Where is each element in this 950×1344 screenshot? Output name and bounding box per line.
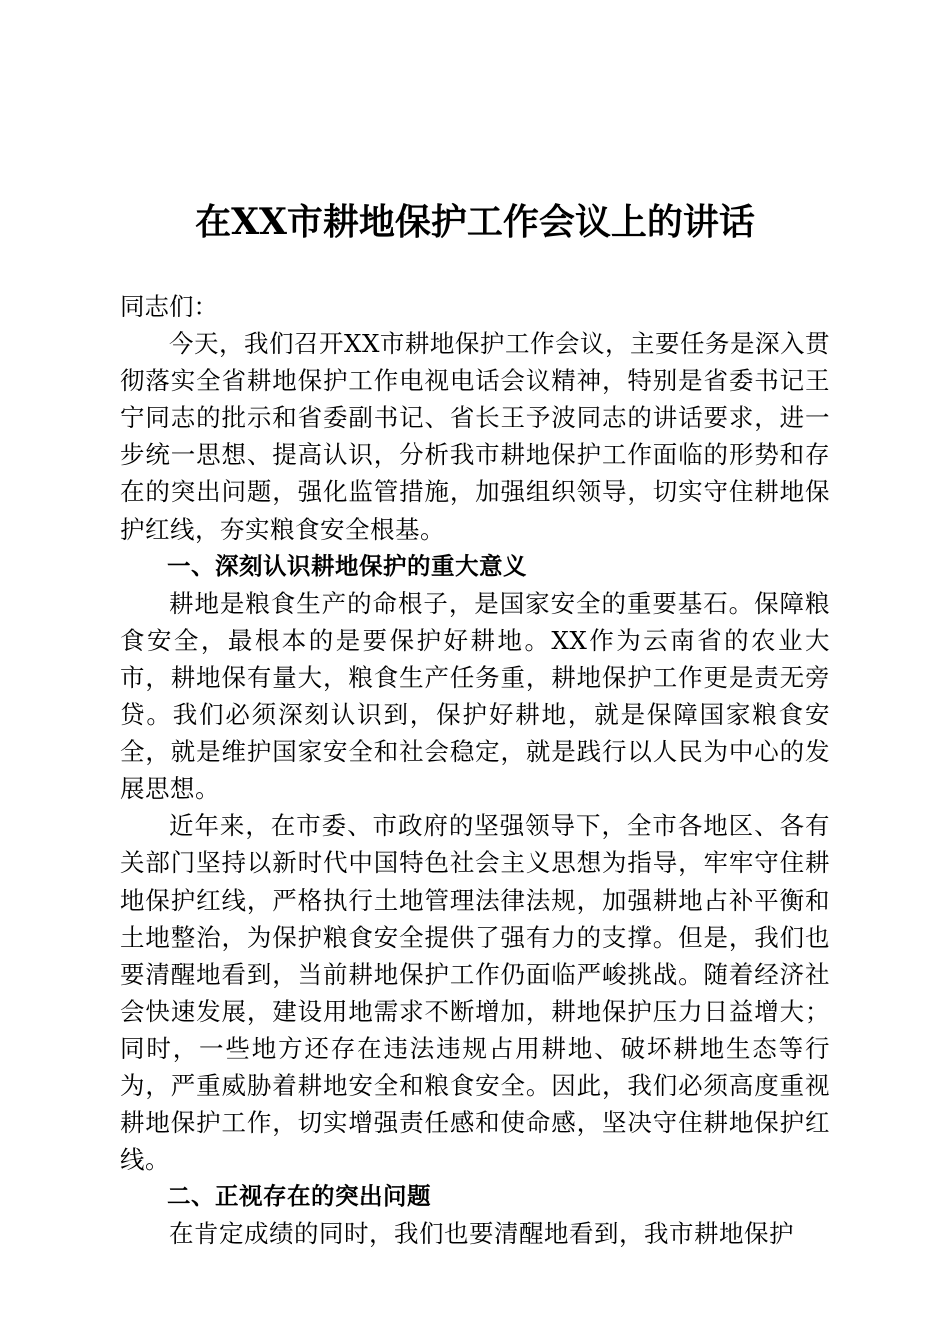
salutation: 同志们： [120, 292, 218, 321]
paragraph-problems: 在肯定成绩的同时，我们也要清醒地看到，我市耕地保护 [169, 1219, 794, 1249]
paragraph-significance: 耕地是粮食生产的命根子，是国家安全的重要基石。保障粮食安全，最根本的是要保护好耕地。XX作为云南省的农业大市，耕地保有量大，粮食生产任务重，耕地保护工作更是责无旁贷。我们必须深刻认识到，保护好耕地，就是保障国家粮食安全，就是维护国家安全和社会稳定，就是践行以人民为中心的发展思想。 [120, 588, 830, 804]
document-body [120, 288, 830, 1252]
section-heading-1: 一、深刻认识耕地保护的重大意义 [167, 551, 527, 580]
paragraph-intro: 今天，我们召开XX市耕地保护工作会议，主要任务是深入贯彻落实全省耕地保护工作电视电话会议精神，特别是省委书记王宁同志的批示和省委副书记、省长王予波同志的讲话要求，进一步统一思想、提高认识，分析我市耕地保护工作面临的形势和存在的突出问题，强化监管措施，加强组织领导，切实守住耕地保护红线，夯实粮食安全根基。 [120, 329, 830, 544]
section-heading-2: 二、正视存在的突出问题 [167, 1182, 431, 1211]
document-title: 在XX市耕地保护工作会议上的讲话 [195, 201, 755, 243]
paragraph-recent-years: 近年来，在市委、市政府的坚强领导下，全市各地区、各有关部门坚持以新时代中国特色社会主义思想为指导，牢牢守住耕地保护红线，严格执行土地管理法律法规，加强耕地占补平衡和土地整治，为保护粮食安全提供了强有力的支撑。但是，我们也要清醒地看到，当前耕地保护工作仍面临严峻挑战。随着经济社会快速发展，建设用地需求不断增加，耕地保护压力日益增大；同时，一些地方还存在违法违规占用耕地、破坏耕地生态等行为，严重威胁着耕地安全和粮食安全。因此，我们必须高度重视耕地保护工作，切实增强责任感和使命感，坚决守住耕地保护红线。 [120, 811, 830, 1175]
